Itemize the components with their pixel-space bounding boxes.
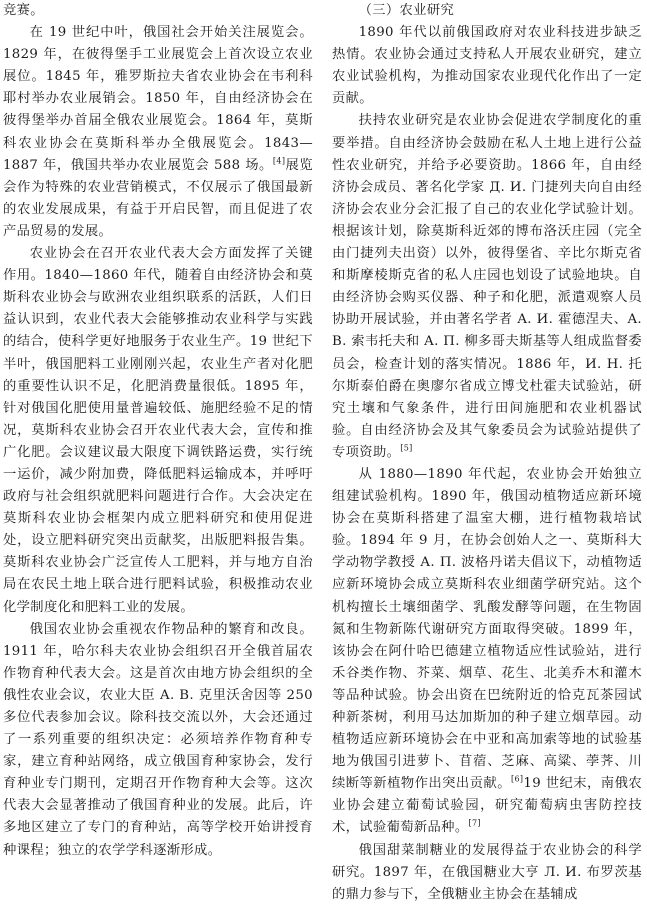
left-paragraph-exhibitions <box>3 22 313 243</box>
stations-text: 从 1880—1890 年代起，农业协会开始独立组建试验机构。1890 年，俄国动植物适应新环境协会在莫斯科搭建了温室大棚，进行植物栽培试验。1894 年 9 月，在协会创始人之一、莫斯科大学动物学教授 A. П. 波格丹诺夫倡议下，动植物适应新环境协会成立莫斯科农业细菌学研究站。这个机构擅长土壤细菌学、乳酸发酵等问题，在生物固氮和生物新陈代谢研究方面取得突破。1899 年，该协会在阿什哈巴德建立植物适应性试验站，进行禾谷类作物、芥菜、烟草、花生、北美乔木和灌木等品种试验。协会出资在巴统附近的恰克瓦茶园试种新茶树，利用马达加斯加的种子建立烟草园。动植物适应新环境协会在中亚和高加索等地的试验基地为俄国引进萝卜、苜蓿、芝麻、高粱、荸荠、川续断等新植物作出突出贡献。 <box>332 466 642 792</box>
left-paragraph-congresses: 农业协会在召开农业代表大会方面发挥了关键作用。1840—1860 年代，随着自由经济协会和莫斯科农业协会与欧洲农业组织联系的活跃，人们日益认识到，农业代表大会能够推动农业科学与实践的结合，使科学更好地服务于农业生产。19 世纪下半叶，俄国肥料工业刚刚兴起，农业生产者对化肥的重要性认识不足，化肥消费量很低。1895 年，针对俄国化肥使用量普遍较低、施肥经验不足的情况，莫斯科农业协会召开农业代表大会，宣传和推广化肥。会议建议最大限度下调铁路运费，实行统一运价，减少附加费，降低肥料运输成本，并呼吁政府与社会组织就肥料问题进行合作。大会决定在莫斯科农业协会框架内成立肥料研究和使用促进处，设立肥料研究突出贡献奖，出版肥料报告集。莫斯科农业协会广泛宣传人工肥料，并与地方自治局在农民土地上联合进行肥料试验，积极推动农业化学制度化和肥料工业的发展。 <box>3 246 313 615</box>
left-paragraph-breeding: 俄国农业协会重视农作物品种的繁育和改良。1911 年，哈尔科夫农业协会组织召开全俄首届农作物育种代表大会。这是首次由地方协会组织的全俄性农业会议，农业大臣 A. B. 克里沃舍因等 250 多位代表参加会议。除科技交流以外，大会还通过了一系列重要的组织决定：必须培养作物育种专家，建立育种站网络，成立俄国育种家协会，发行育种业专门期刊，定期召开作物育种大会等。这次代表大会显著推动了俄国育种业的发展。此后，许多地区建立了专门的育种站，高等学校开始讲授育种课程；独立的农学学科逐渐形成。 <box>3 621 313 858</box>
right-paragraph-intro: 1890 年代以前俄国政府对农业科技进步缺乏热情。农业协会通过支持私人开展农业研究，建立农业试验机构，为推动国家农业现代化作出了一定贡献。 <box>332 25 642 107</box>
right-paragraph-sugar: 俄国甜菜制糖业的发展得益于农业协会的科学研究。1897 年，在俄国糖业大亨 Л. И. 布罗茨基的鼎力参与下，全俄糖业主协会在基辅成 <box>332 842 642 902</box>
right-paragraph-experimental-stations <box>332 464 642 840</box>
right-paragraph-research-support <box>332 110 642 464</box>
section-title: （三）农业研究 <box>358 3 455 18</box>
stations-text-tail: 19 世纪末，南俄农业协会建立葡萄试验园，研究葡萄病虫害防控技术，试验葡萄新品种。 <box>332 776 642 836</box>
exhibitions-text: 在 19 世纪中叶，俄国社会开始关注展览会。1829 年，在彼得堡手工业展览会上首次设立农业展位。1845 年，雅罗斯拉夫省农业协会在韦利科耶村举办农业展销会。1850 年，自由经济协会在彼得堡举办首届全俄农业展览会。1864 年，莫斯科农业协会在莫斯科举办全俄展览会。1843—1887 年，俄国共举办农业展览会 588 场。 <box>3 25 313 173</box>
right-column <box>332 0 642 906</box>
left-column <box>3 0 313 862</box>
reference-5: [5] <box>400 443 413 453</box>
reference-7: [7] <box>468 819 481 829</box>
reference-6: [6] <box>511 774 524 784</box>
reference-4: [4] <box>272 156 286 166</box>
left-paragraph-0: 竞赛。 <box>3 3 44 18</box>
exhibitions-text-tail: 展览会作为特殊的农业营销模式，不仅展示了俄国最新的农业发展成果，有益于开启民智，而且促进了农产品贸易的发展。 <box>3 157 313 239</box>
research-support-text: 扶持农业研究是农业协会促进农学制度化的重要举措。自由经济协会鼓励在私人土地上进行公益性农业研究，并给予必要资助。1866 年，自由经济协会成员、著名化学家 Д. И. 门捷列夫向自由经济协会农业分会汇报了自己的农业化学试验计划。根据该计划，除莫斯科近郊的博布洛沃庄园（完全由门捷列夫出资）以外，彼得堡省、辛比尔斯克省和斯摩棱斯克省的私人庄园也划设了试验地块。自由经济协会购买仪器、种子和化肥，派遣观察人员协助开展试验，并由著名学者 A. И. 霍德涅夫、A. B. 索韦托夫和 A. П. 柳多哥夫斯基等人组成监督委员会，检查计划的落实情况。1886 年，И. Н. 托尔斯泰伯爵在奥廖尔省成立博戈杜霍夫试验站，研究土壤和气象条件，进行田间施肥和农业机器试验。自由经济协会及其气象委员会为试验站提供了专项资助。 <box>332 113 642 460</box>
